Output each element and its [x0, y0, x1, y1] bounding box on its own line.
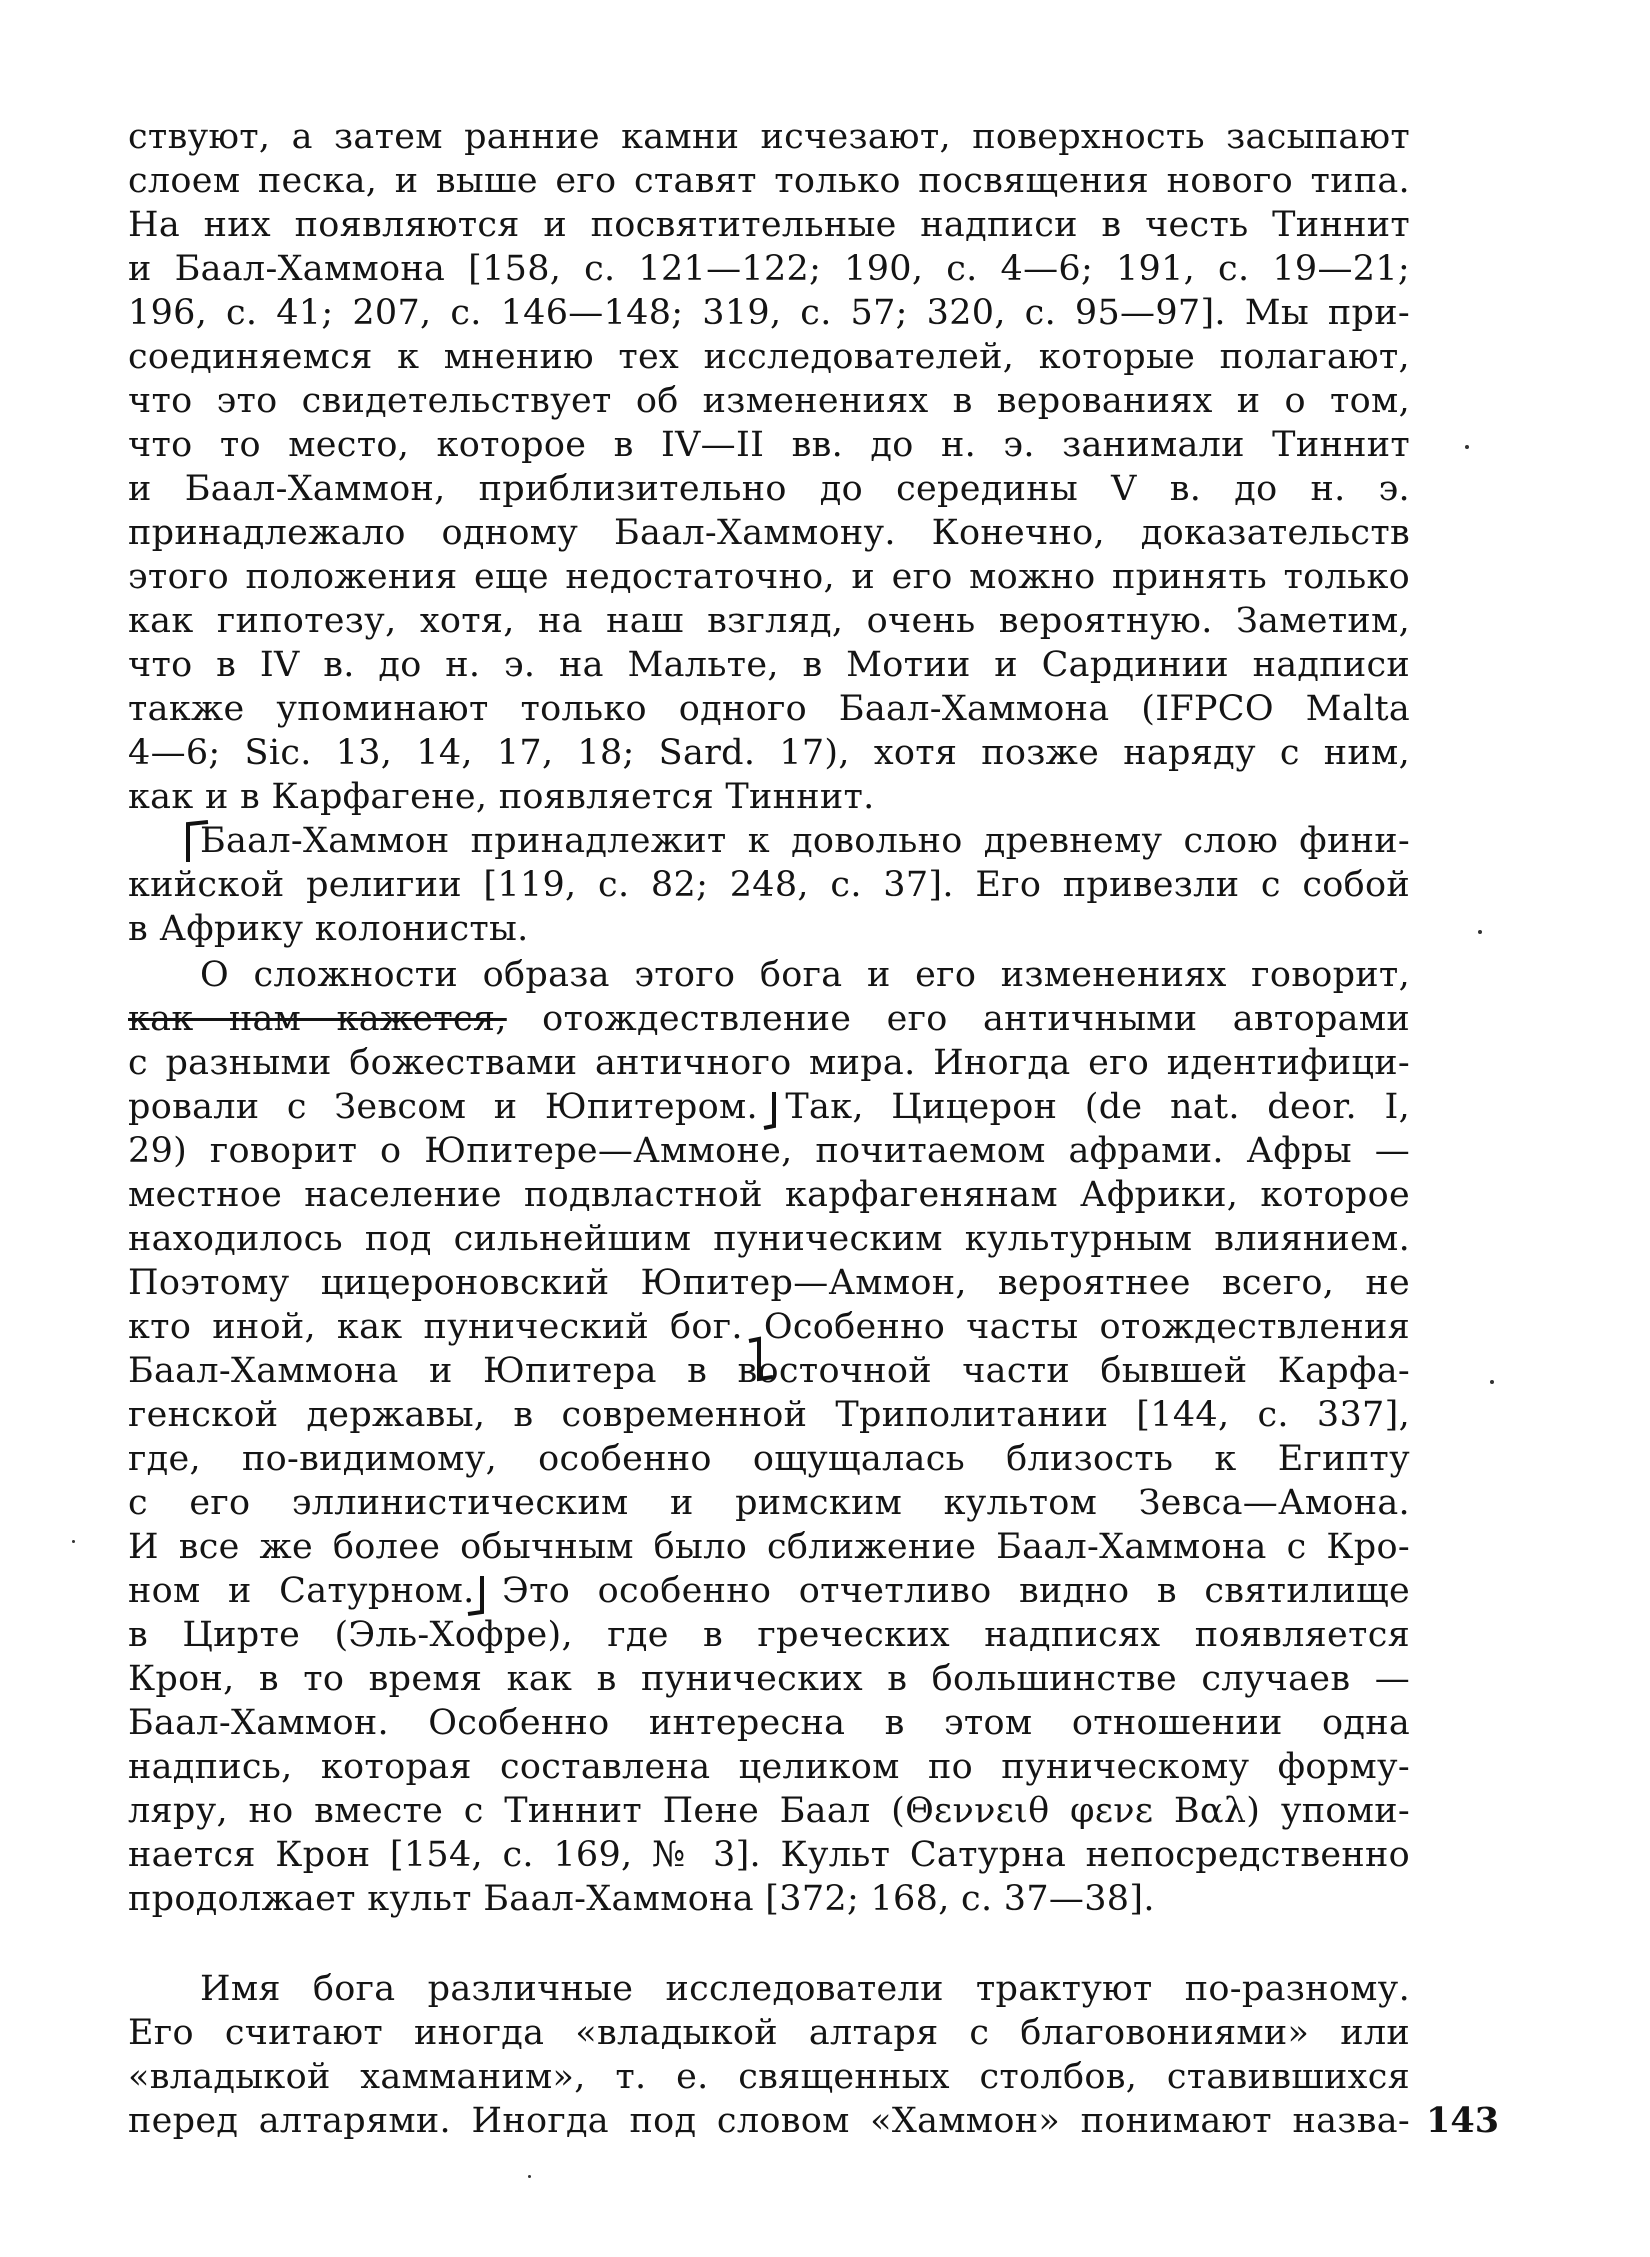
- text-line: что в IV в. до н. э. на Мальте, в Мотии и Сардинии надписи: [128, 645, 1410, 685]
- text-line: с разными божествами античного мира. Иногда его идентифици-: [128, 1043, 1410, 1083]
- text-line: Его считают иногда «владыкой алтаря с благовониями» или: [128, 2013, 1410, 2053]
- text-line: с его эллинистическим и римским культом Зевса—Амона.: [128, 1483, 1410, 1523]
- page-number: 143: [1426, 2100, 1500, 2141]
- text-line: принадлежало одному Баал-Хаммону. Конечно, доказательств: [128, 513, 1410, 553]
- scan-speck: [528, 2175, 531, 2178]
- text-line: продолжает культ Баал-Хаммона [372; 168, с. 37—38].: [128, 1879, 1155, 1919]
- bracket-mark-icon: [760, 1088, 782, 1134]
- text-line: 29) говорит о Юпитере—Аммоне, почитаемом афрами. Афры —: [128, 1131, 1410, 1171]
- bracket-mark-icon: [466, 1572, 490, 1618]
- text-line: что то место, которое в IV—II вв. до н. э. занимали Тиннит: [128, 425, 1410, 465]
- text-line: И все же более обычным было сближение Баал-Хаммона с Кро-: [128, 1527, 1410, 1567]
- bracket-mark-icon: [180, 820, 210, 864]
- scan-speck: [72, 1540, 75, 1543]
- text-line: ном и Сатурном. Это особенно отчетливо видно в святилище: [128, 1571, 1410, 1611]
- struck-phrase: как нам кажется,: [128, 999, 507, 1039]
- text-line: также упоминают только одного Баал-Хаммона (IFPCO Malta: [128, 689, 1410, 729]
- text-line: генской державы, в современной Триполитании [144, с. 337],: [128, 1395, 1410, 1435]
- text-line: слоем песка, и выше его ставят только посвящения нового типа.: [128, 161, 1410, 201]
- text-line: Баал-Хаммон. Особенно интересна в этом отношении одна: [128, 1703, 1410, 1743]
- text-line: Крон, в то время как в пунических в большинстве случаев —: [128, 1659, 1410, 1699]
- text-line: ляру, но вместе с Тиннит Пене Баал (Θεννειθ φενε Βαλ) упоми-: [128, 1791, 1410, 1831]
- text-line: местное население подвластной карфагенянам Африки, которое: [128, 1175, 1410, 1215]
- text-line: На них появляются и посвятительные надписи в честь Тиннит: [128, 205, 1410, 245]
- text-line: где, по-видимому, особенно ощущалась близость к Египту: [128, 1439, 1410, 1479]
- text-line: как и в Карфагене, появляется Тиннит.: [128, 777, 875, 817]
- text-line: этого положения еще недостаточно, и его можно принять только: [128, 557, 1410, 597]
- text-line: 196, с. 41; 207, с. 146—148; 319, с. 57; 320, с. 95—97]. Мы при-: [128, 293, 1410, 333]
- line-remainder: отождествление его античными авторами: [506, 999, 1410, 1039]
- text-line: 4—6; Sic. 13, 14, 17, 18; Sard. 17), хотя позже наряду с ним,: [128, 733, 1410, 773]
- text-line: как гипотезу, хотя, на наш взгляд, очень вероятную. Заметим,: [128, 601, 1410, 641]
- bracket-mark-icon: [745, 1305, 775, 1383]
- text-line: ствуют, а затем ранние камни исчезают, поверхность засыпают: [128, 117, 1410, 157]
- text-line: что это свидетельствует об изменениях в верованиях и о том,: [128, 381, 1410, 421]
- text-line: кто иной, как пунический бог. Особенно часты отождествления: [128, 1307, 1410, 1347]
- text-line: ровали с Зевсом и Юпитером. Так, Цицерон (de nat. deor. I,: [128, 1087, 1410, 1127]
- text-line: в Африку колонисты.: [128, 909, 529, 949]
- text-line: надпись, которая составлена целиком по пуническому форму-: [128, 1747, 1410, 1787]
- scan-speck: [1490, 1380, 1494, 1384]
- text-line: «владыкой хамманим», т. е. священных столбов, ставившихся: [128, 2057, 1410, 2097]
- text-line: в Цирте (Эль-Хофре), где в греческих надписях появляется: [128, 1615, 1410, 1655]
- text-line: нается Крон [154, с. 169, № 3]. Культ Сатурна непосредственно: [128, 1835, 1410, 1875]
- scan-speck: [1478, 930, 1482, 934]
- text-line: Поэтому цицероновский Юпитер—Аммон, вероятнее всего, не: [128, 1263, 1410, 1303]
- scan-speck: [1465, 445, 1469, 449]
- text-line: находилось под сильнейшим пуническим культурным влиянием.: [128, 1219, 1410, 1259]
- text-line: и Баал-Хаммона [158, с. 121—122; 190, с. 4—6; 191, с. 19—21;: [128, 249, 1410, 289]
- text-line: Имя бога различные исследователи трактуют по-разному.: [200, 1969, 1410, 2009]
- text-line: кийской религии [119, с. 82; 248, с. 37]. Его привезли с собой: [128, 865, 1410, 905]
- text-line-struck: [128, 997, 1410, 1041]
- text-line: перед алтарями. Иногда под словом «Хаммон» понимают назва-: [128, 2101, 1410, 2141]
- text-line: Баал-Хаммона и Юпитера в восточной части бывшей Карфа-: [128, 1351, 1410, 1391]
- text-line: и Баал-Хаммон, приблизительно до середины V в. до н. э.: [128, 469, 1410, 509]
- text-line: соединяемся к мнению тех исследователей, которые полагают,: [128, 337, 1410, 377]
- text-line: О сложности образа этого бога и его изменениях говорит,: [200, 955, 1410, 995]
- text-line: Баал-Хаммон принадлежит к довольно древнему слою фини-: [200, 821, 1410, 861]
